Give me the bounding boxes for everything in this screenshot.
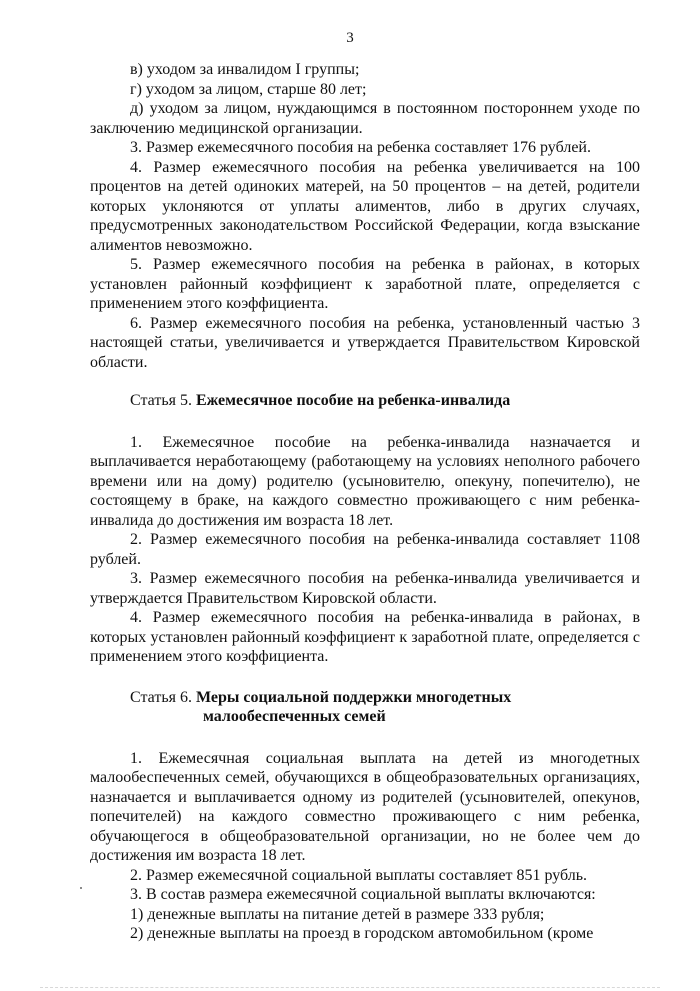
article-6-heading — [90, 688, 640, 727]
paragraph-b2: 2. Размер ежемесячного пособия на ребенка-инвалида составляет 1108 рублей. — [90, 531, 640, 568]
paragraph-b3: 3. Размер ежемесячного пособия на ребенка-инвалида увеличивается и утверждается Правительством Кировской области. — [90, 570, 640, 607]
paragraph-a5: 5. Размер ежемесячного пособия на ребенка в районах, в которых установлен районный коэффициент к заработной плате, определяется с применением этого коэффициента. — [90, 256, 640, 312]
paragraph-b1: 1. Ежемесячное пособие на ребенка-инвалида назначается и выплачивается неработающему (работающему на условиях неполного рабочего времени или на дому) родителю (усыновителю, опекуну, попечителю), не состоящему в браке, на каждого совместно проживающего с ним ребенка-инвалида до достижения им возраста 18 лет. — [90, 433, 640, 529]
article-6-prefix: Статья 6. — [130, 688, 196, 706]
paragraph-c2: 2. Размер ежемесячной социальной выплаты составляет 851 рубль. — [130, 866, 588, 884]
article-5-title: Ежемесячное пособие на ребенка-инвалида — [195, 392, 511, 409]
paragraph-c1: 1. Ежемесячная социальная выплата на детей из многодетных малообеспеченных семей, обучающихся в общеобразовательных организациях, назначается и выплачивается одному из родителей (усыновителей, опекунов, попечителей) на каждого совместно проживающего с ним ребенка, обучающегося в общеобразовательной организации, но не более чем до достижения им возраста 18 лет. — [90, 749, 640, 864]
paragraph-a6: 6. Размер ежемесячного пособия на ребенка, установленный частью 3 настоящей статьи, увеличивается и утверждается Правительством Кировской области. — [90, 314, 640, 371]
paragraph-a4: 4. Размер ежемесячного пособия на ребенка увеличивается на 100 процентов на детей одиноких матерей, на 50 процентов – на детей, родители которых уклоняются от уплаты алиментов, либо в других случаях, предусмотренных законодательством Российской Федерации, когда взыскание алиментов невозможно. — [90, 158, 640, 254]
scan-edge-artifact — [40, 987, 660, 988]
paragraph-c3: 3. В состав размера ежемесячной социальной выплаты включаются: — [130, 886, 596, 903]
scan-speck — [80, 887, 82, 889]
list-item-v: в) уходом за инвалидом I группы; — [130, 61, 360, 78]
paragraph-b4: 4. Размер ежемесячного пособия на ребенка-инвалида в районах, в которых установлен районный коэффициент к заработной плате, определяется с применением этого коэффициента. — [90, 609, 640, 665]
article-6-title-line1: Меры социальной поддержки многодетных — [195, 688, 512, 706]
list-item-g: г) уходом за лицом, старше 80 лет; — [130, 80, 367, 98]
article-5-prefix: Статья 5. — [130, 392, 196, 409]
paragraph-a3: 3. Размер ежемесячного пособия на ребенка составляет 176 рублей. — [130, 139, 591, 156]
list-item-d: д) уходом за лицом, нуждающимся в постоянном постороннем уходе по заключению медицинской организации. — [90, 100, 640, 137]
article-5-heading — [90, 391, 640, 411]
paragraph-c4: 1) денежные выплаты на питание детей в размере 333 рубля; — [130, 905, 545, 923]
page-number: 3 — [346, 30, 354, 46]
paragraph-c5: 2) денежные выплаты на проезд в городском автомобильном (кроме — [130, 925, 594, 942]
document-body — [90, 60, 640, 944]
article-6-title-line2: малообеспеченных семей — [203, 708, 386, 725]
